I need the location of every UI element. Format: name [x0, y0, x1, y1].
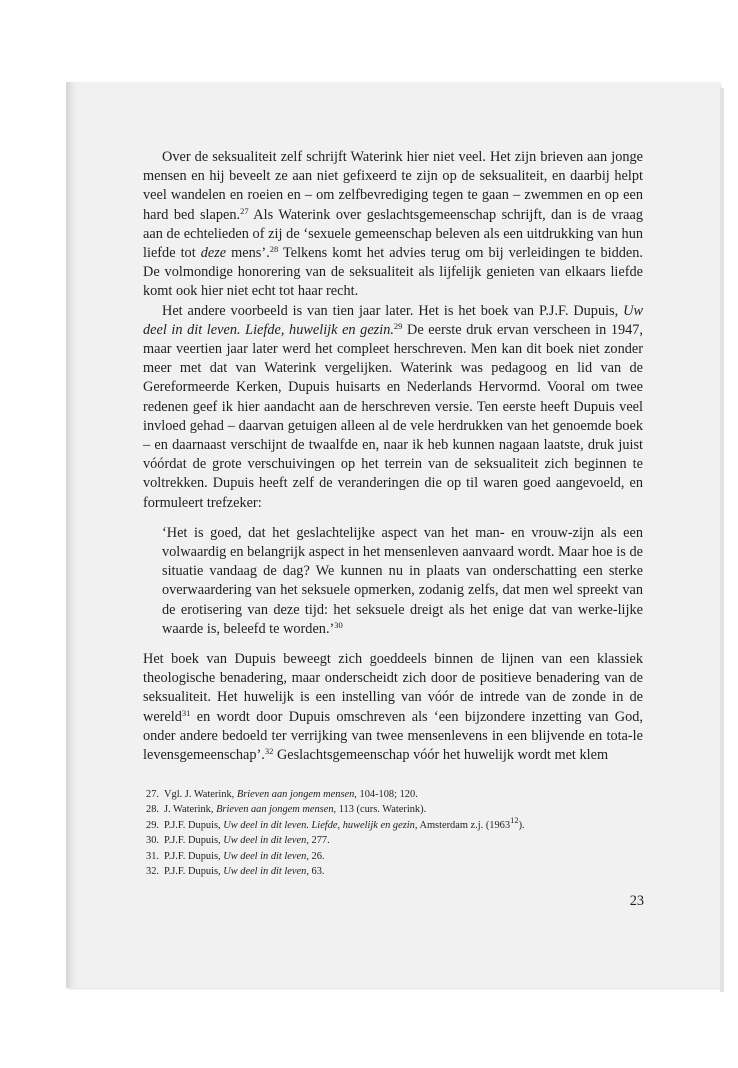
block-quote [162, 524, 643, 639]
footnote-30 [146, 833, 646, 848]
text-run: , 26. [306, 850, 325, 862]
footnote-reference: 30 [334, 619, 343, 630]
italic-text: Uw deel in dit leven [223, 866, 307, 878]
text-run: ‘Het is goed, dat het geslachtelijke aspect van het man- en vrouw-zijn als een volwaardig en belangrijk aspect in het mensenleven aanvaard wordt. Maar hoe is de situatie vandaag de dag? We kunnen nu in plaats van onderschatting een sterke overwaardering van het seksuele opmerken, zodanig zelfs, dat men wel spreekt van de erotisering van deze tijd: het seksuele dreigt als het enige dat van werke-lijke waarde is, beleefd te worden.’ [162, 524, 643, 637]
text-run: ). [518, 819, 525, 831]
footnotes [146, 787, 646, 879]
footnote-text [164, 849, 325, 864]
footnote-29 [146, 814, 646, 833]
book-page [66, 82, 720, 988]
text-run: , 104-108; 120. [354, 789, 418, 800]
italic-text: Uw deel in dit leven [223, 835, 307, 847]
footnote-number: 29. [146, 819, 159, 831]
footnote-number: 30. [146, 835, 159, 847]
paragraph-3 [143, 650, 643, 765]
text-run: Het boek van Dupuis beweegt zich goeddeels binnen de lijnen van een klassiek theologische benadering, maar onderscheidt zich door de positieve benadering van de seksualiteit. Het huwelijk is een instelling van vóór de intrede van de zonde in de wereld [143, 651, 643, 725]
text-run: , 277. [306, 835, 330, 847]
italic-text: Brieven aan jongem mensen [216, 804, 334, 816]
footnote-32 [146, 864, 646, 879]
text-run: , 113 (curs. Waterink). [333, 804, 427, 816]
footnote-27 [146, 787, 646, 802]
italic-text: Brieven aan jongem mensen [236, 789, 355, 800]
footnote-reference: 28 [269, 244, 279, 255]
text-run: P.J.F. Dupuis, [164, 835, 224, 847]
footnote-number: 32. [146, 866, 159, 878]
text-run: , 63. [306, 866, 325, 878]
paragraph-2 [143, 302, 643, 513]
text-run: , Amsterdam z.j. (1963 [414, 819, 511, 831]
italic-text: Uw deel in dit leven [223, 850, 307, 862]
text-run: Het andere voorbeeld is van tien jaar later. Het is het boek van P.J.F. Dupuis, [162, 302, 624, 319]
footnote-reference: 27 [240, 205, 249, 216]
body-text [143, 148, 643, 765]
footnote-text [164, 833, 330, 848]
text-run: Over de seksualiteit zelf schrijft Waterink hier niet veel. Het zijn brieven aan jonge mensen en hij beveelt ze aan niet gefixeerd te zijn op de seksualiteit, en daarbij helpt veel wandelen en roeien en – om zelfbevrediging tegen te gaan – zwemmen en op een hard bed slapen. [143, 149, 643, 223]
text-run: en wordt door Dupuis omschreven als ‘een bijzondere inzetting van God, onder andere bedoeld ter verrijking van twee mensenlevens in een blijvende en tota-le levensgemeenschap’. [143, 708, 643, 764]
page-number: 23 [629, 893, 644, 909]
italic-text: Uw deel in dit leven. Liefde, huwelijk en gezin. [143, 302, 643, 338]
footnote-31 [146, 849, 646, 864]
footnote-28 [146, 802, 646, 817]
italic-text: Uw deel in dit leven. Liefde, huwelijk en gezin [223, 819, 415, 831]
text-run: Als Waterink over geslachtsgemeenschap schrijft, dan is de vraag aan de echtelieden of zij de ‘sexuele gemeenschap beleven als een uitdrukking van hun liefde tot [143, 206, 643, 262]
footnote-text [164, 787, 418, 802]
book-spine-shadow [66, 82, 79, 988]
text-run: P.J.F. Dupuis, [164, 850, 224, 862]
text-run: Telkens komt het advies terug om bij verleidingen te bidden. De volmondige honorering van de seksualiteit als lijfelijk genieten van elkaars liefde komt ook hier niet echt tot haar recht. [143, 245, 643, 300]
footnote-number: 28. [146, 804, 159, 816]
text-run: mens’. [226, 245, 270, 262]
footnote-text [164, 802, 426, 817]
footnote-number: 31. [146, 850, 159, 862]
footnote-text [164, 864, 325, 879]
text-run: J. Waterink, [164, 804, 217, 816]
italic-text: deze [200, 245, 227, 262]
footnote-reference: 29 [393, 320, 403, 331]
footnote-text [164, 814, 525, 833]
footnote-reference: 32 [264, 746, 274, 757]
page-edge [720, 88, 724, 992]
footnote-reference: 12 [510, 814, 519, 825]
paragraph-1 [143, 148, 643, 302]
text-run: De eerste druk ervan verscheen in 1947, maar veertien jaar later werd het compleet herschreven. Men kan dit boek niet zonder meer met dat van Waterink vergelijken. Waterink was pedagoog en lid van de Gereformeerde Kerken, Dupuis huisarts en Nederlands Hervormd. Vooral om twee redenen geef ik hier aandacht aan de herschreven versie. Ten eerste heeft Dupuis veel invloed gehad – daarvan getuigen alleen al de vele herdrukken van het genoemde boek – en daarnaast verschijnt de twaalfde en, naar ik heb kunnen nagaan laatste, druk juist vóórdat de grote verschuivingen op het terrein van de seksualiteit zich beginnen te voltrekken. Dupuis heeft zelf de veranderingen die op til waren goed aangevoeld, en formuleert trefzeker: [143, 321, 643, 511]
text-run: Geslachtsgemeenschap vóór het huwelijk wordt met klem [273, 747, 609, 764]
text-run: P.J.F. Dupuis, [164, 866, 224, 878]
footnote-reference: 31 [181, 707, 191, 718]
text-run: Vgl. J. Waterink, [164, 789, 237, 800]
footnote-number: 27. [146, 789, 159, 800]
text-run: P.J.F. Dupuis, [164, 819, 224, 831]
